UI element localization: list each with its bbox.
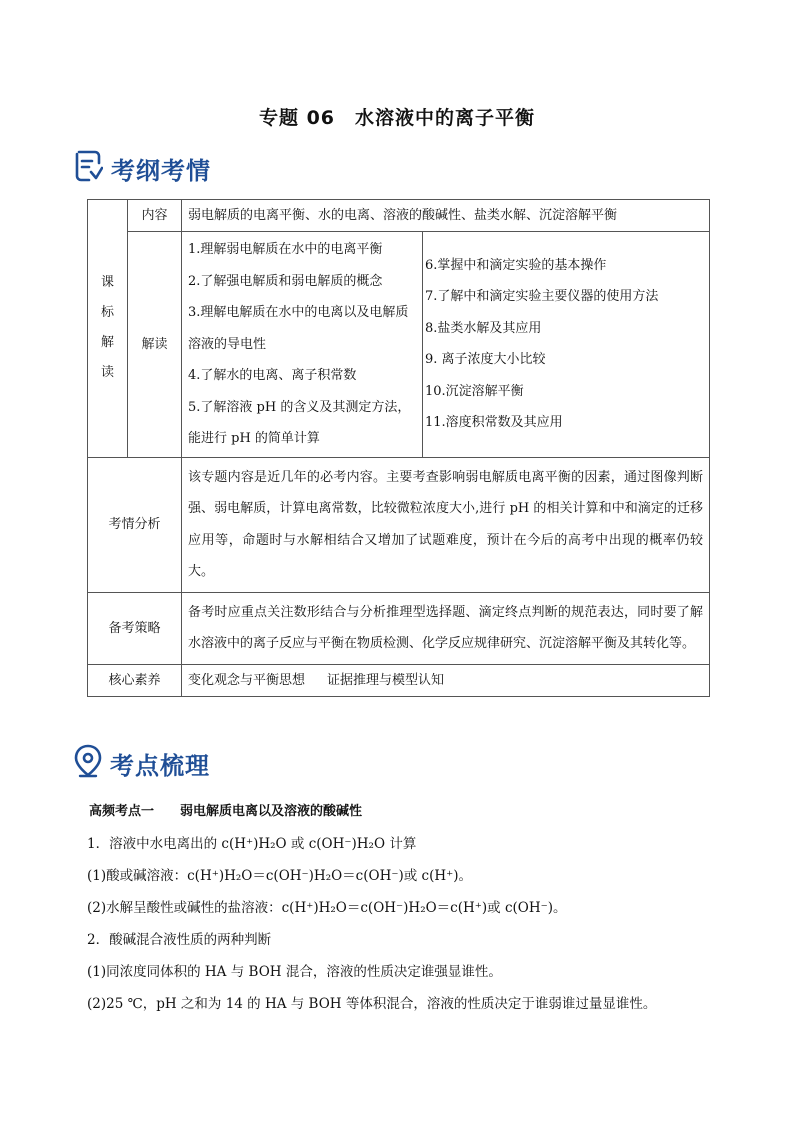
list-item: 7.了解中和滴定实验主要仪器的使用方法 bbox=[425, 289, 659, 305]
table-row-content bbox=[88, 200, 710, 232]
body-line: (1)同浓度同体积的 HA 与 BOH 混合，溶液的性质决定谁强显谁性。 bbox=[87, 964, 502, 980]
row-label-interpret: 解读 bbox=[128, 232, 182, 458]
map-pin-icon bbox=[74, 744, 102, 782]
section-heading-points bbox=[74, 744, 210, 782]
core-literacy bbox=[182, 664, 710, 696]
page-title: 专题 06 水溶液中的离子平衡 bbox=[258, 107, 536, 129]
interpret-left-list bbox=[182, 232, 423, 458]
row-label-content: 内容 bbox=[128, 200, 182, 232]
list-item: 6.掌握中和滴定实验的基本操作 bbox=[425, 257, 607, 273]
kaodian-heading: 高频考点一 弱电解质电离以及溶液的酸碱性 bbox=[89, 804, 363, 819]
list-item: 2.了解强电解质和弱电解质的概念 bbox=[188, 273, 383, 289]
content-text: 弱电解质的电离平衡、水的电离、溶液的酸碱性、盐类水解、沉淀溶解平衡 bbox=[182, 200, 710, 232]
list-item: 5.了解溶液 pH 的含义及其测定方法，能进行 pH 的简单计算 bbox=[188, 399, 411, 446]
table-row-analysis bbox=[88, 457, 710, 592]
group-label: 课 标 解 读 bbox=[88, 200, 128, 458]
list-doc-icon bbox=[73, 150, 103, 186]
list-item: 10.沉淀溶解平衡 bbox=[425, 383, 524, 399]
list-item: 8.盐类水解及其应用 bbox=[425, 320, 542, 336]
list-item: 1.理解弱电解质在水中的电离平衡 bbox=[188, 242, 383, 257]
list-item: 3.理解电解质在水中的电离以及电解质溶液的导电性 bbox=[188, 305, 409, 352]
section-title-outline: 考纲考情 bbox=[111, 156, 211, 185]
row-label-core: 核心素养 bbox=[88, 664, 182, 696]
body-line: (2)25 ℃，pH 之和为 14 的 HA 与 BOH 等体积混合，溶液的性质决定于谁弱谁过量显谁性。 bbox=[87, 996, 657, 1012]
section-heading-outline bbox=[73, 150, 211, 186]
row-label-strategy: 备考策略 bbox=[88, 592, 182, 664]
analysis-text: 该专题内容是近几年的必考内容。主要考查影响弱电解质电离平衡的因素，通过图像判断强、弱电解质，计算电离常数，比较微粒浓度大小,进行 pH 的相关计算和中和滴定的迁移应用等，命题时与水解相结合又增加了试题难度，预计在今后的高考中出现的概率仍较大。 bbox=[182, 457, 710, 592]
list-item: 4.了解水的电离、离子积常数 bbox=[188, 368, 357, 383]
table-row-core bbox=[88, 664, 710, 696]
body-line: 1．溶液中水电离出的 c(H⁺)H₂O 或 c(OH⁻)H₂O 计算 bbox=[87, 836, 417, 852]
row-label-analysis: 考情分析 bbox=[88, 457, 182, 592]
table-row-interpret bbox=[88, 232, 710, 458]
section-title-points: 考点梳理 bbox=[110, 751, 210, 780]
table-row-strategy bbox=[88, 592, 710, 664]
list-item: 11.溶度积常数及其应用 bbox=[425, 415, 563, 431]
body-line: (2)水解呈酸性或碱性的盐溶液：c(H⁺)H₂O＝c(OH⁻)H₂O＝c(H⁺)或 c(OH⁻)。 bbox=[87, 900, 567, 916]
interpret-right-list bbox=[423, 232, 710, 458]
body-line: (1)酸或碱溶液：c(H⁺)H₂O＝c(OH⁻)H₂O＝c(OH⁻)或 c(H⁺)。 bbox=[87, 868, 473, 884]
body-line: 2．酸碱混合液性质的两种判断 bbox=[87, 932, 272, 948]
list-item: 9. 离子浓度大小比较 bbox=[425, 352, 546, 368]
core-item: 证据推理与模型认知 bbox=[327, 672, 445, 688]
outline-table bbox=[87, 199, 710, 697]
core-item: 变化观念与平衡思想 bbox=[188, 672, 306, 688]
strategy-text: 备考时应重点关注数形结合与分析推理型选择题、滴定终点判断的规范表达，同时要了解水溶液中的离子反应与平衡在物质检测、化学反应规律研究、沉淀溶解平衡及其转化等。 bbox=[182, 592, 710, 664]
